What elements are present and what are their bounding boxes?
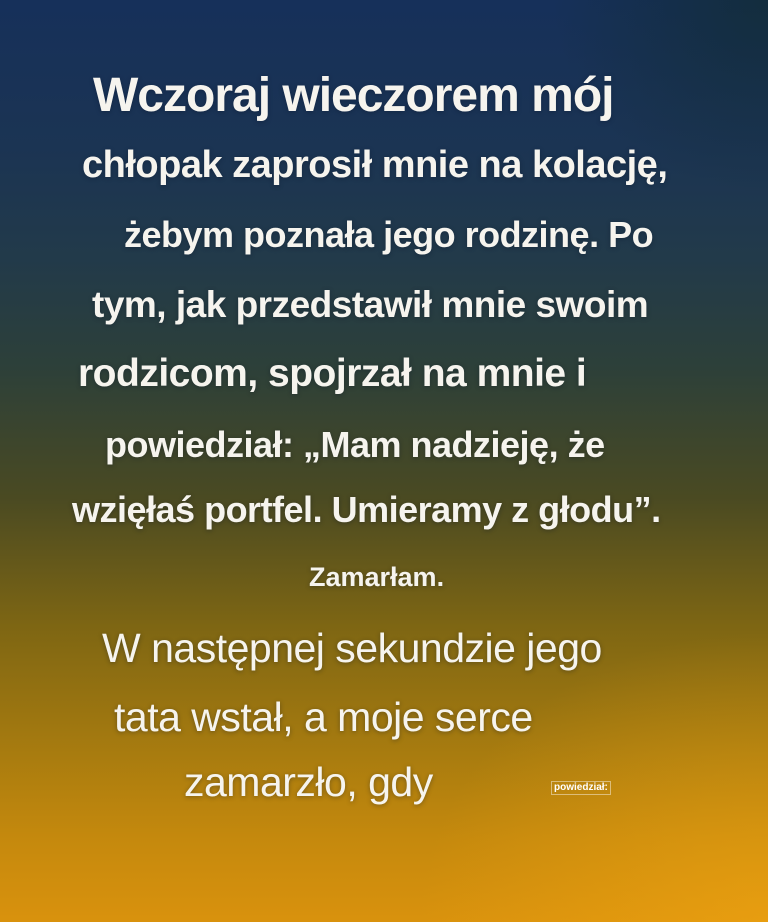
story-line: tym, jak przedstawił mnie swoim bbox=[92, 284, 649, 325]
tiny-caption: powiedział: bbox=[551, 781, 611, 795]
story-line: wzięłaś portfel. Umieramy z głodu”. bbox=[72, 489, 661, 530]
story-line: tata wstał, a moje serce bbox=[114, 694, 533, 740]
story-line: chłopak zaprosił mnie na kolację, bbox=[82, 144, 668, 186]
story-line: Zamarłam. bbox=[309, 562, 445, 592]
story-line: żebym poznała jego rodzinę. Po bbox=[124, 214, 654, 255]
story-line: zamarzło, gdy bbox=[184, 759, 433, 805]
story-line: W następnej sekundzie jego bbox=[102, 625, 602, 671]
story-line: powiedział: „Mam nadzieję, że bbox=[105, 424, 605, 465]
story-line: rodzicom, spojrzał na mnie i bbox=[78, 352, 587, 395]
story-line: Wczoraj wieczorem mój bbox=[93, 69, 614, 122]
